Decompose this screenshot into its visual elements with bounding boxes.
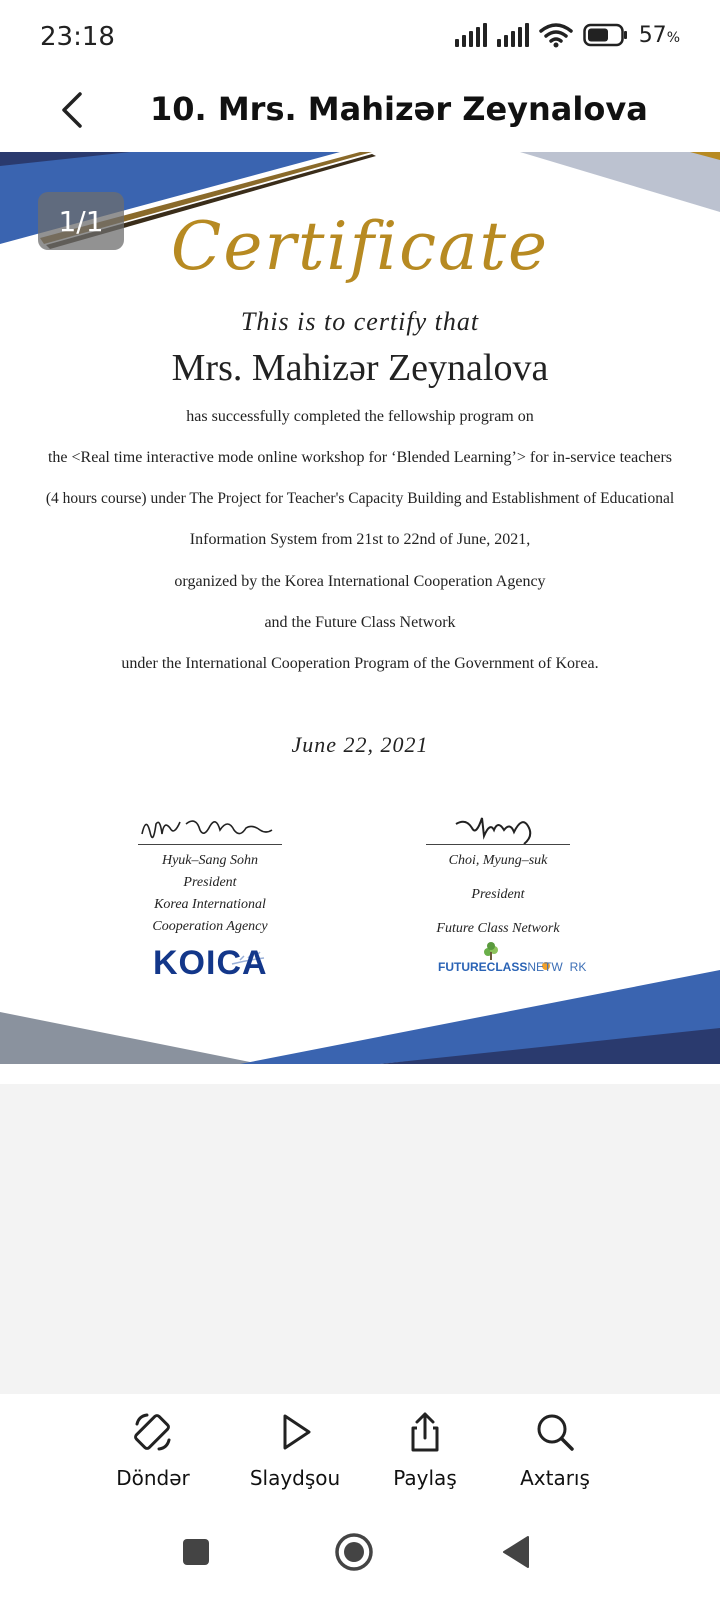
back-button[interactable] <box>44 82 100 138</box>
title-bar <box>0 72 720 152</box>
status-icons <box>455 22 680 48</box>
home-circle-icon <box>334 1532 374 1572</box>
certificate-date: June 22, 2021 <box>291 732 429 757</box>
battery-icon <box>583 23 629 47</box>
signal-icon <box>455 23 487 47</box>
recents-square-icon <box>181 1537 211 1567</box>
status-time: 23:18 <box>40 22 115 52</box>
signatory-left-name: Hyuk–Sang Sohn <box>161 853 259 868</box>
viewer-background[interactable] <box>0 1084 720 1394</box>
certificate-body-line: organized by the Korea International Cooperation Agency <box>174 573 546 590</box>
future-class-network-logo: FUTURECLASSNETW RK <box>438 960 587 974</box>
signatory-right-title: President <box>471 887 525 902</box>
certificate-body-line: has successfully completed the fellowship program on <box>186 408 534 425</box>
signature-line-right <box>426 844 570 845</box>
top-right-gray-band <box>520 152 720 212</box>
slideshow-button[interactable] <box>240 1410 350 1490</box>
bottom-toolbar <box>0 1394 720 1504</box>
share-label: Paylaş <box>393 1466 457 1490</box>
certificate-body-line: (4 hours course) under The Project for Teacher's Capacity Building and Establishment of Educational <box>45 490 675 507</box>
certificate-body-line: the <Real time interactive mode online workshop for ‘Blended Learning’> for in-service teachers <box>47 449 673 466</box>
chevron-left-icon <box>58 90 86 130</box>
bottom-left-gray-band <box>0 1012 260 1064</box>
rotate-button[interactable] <box>98 1410 208 1490</box>
wifi-icon <box>539 22 573 48</box>
share-icon <box>403 1410 447 1454</box>
certify-text: This is to certify that <box>240 307 480 336</box>
signature-line-left <box>138 844 282 845</box>
certificate-image[interactable] <box>0 152 720 1084</box>
page-title: 10. Mrs. Mahizər Zeynalova <box>150 90 648 128</box>
recipient-name: Mrs. Mahizər Zeynalova <box>171 347 549 389</box>
status-bar <box>0 0 720 72</box>
signatory-left-org: Korea International <box>154 897 266 912</box>
signatory-right-name: Choi, Myung–suk <box>448 853 548 868</box>
search-button[interactable] <box>500 1410 610 1490</box>
slideshow-label: Slaydşou <box>249 1466 341 1490</box>
signatory-left-title: President <box>183 875 237 890</box>
home-button[interactable] <box>332 1530 376 1574</box>
signatory-right-org: Future Class Network <box>436 921 560 936</box>
play-icon <box>273 1410 317 1454</box>
share-button[interactable] <box>370 1410 480 1490</box>
certificate-heading: Certificate <box>170 208 550 285</box>
signature-left <box>142 821 272 837</box>
signal-icon <box>497 23 529 47</box>
certificate-body-line: Information System from 21st to 22nd of June, 2021, <box>189 531 531 548</box>
rotate-icon <box>131 1410 175 1454</box>
signatory-left-org: Cooperation Agency <box>152 919 268 934</box>
signatory-left <box>135 850 285 938</box>
certificate-body-line: and the Future Class Network <box>264 614 456 631</box>
koica-logo: KOICA <box>153 944 268 982</box>
battery-percentage: 57% <box>638 22 680 48</box>
signature-right <box>456 818 530 844</box>
page-indicator: 1/1 <box>38 192 124 250</box>
recents-button[interactable] <box>174 1530 218 1574</box>
nav-back-button[interactable] <box>494 1530 538 1574</box>
back-triangle-icon <box>500 1535 532 1569</box>
certificate-body-line: under the International Cooperation Program of the Government of Korea. <box>121 655 599 672</box>
rotate-label: Döndər <box>116 1466 190 1490</box>
signatory-right <box>423 850 573 940</box>
search-icon <box>533 1410 577 1454</box>
search-label: Axtarış <box>520 1466 590 1490</box>
system-nav-bar <box>0 1504 720 1600</box>
